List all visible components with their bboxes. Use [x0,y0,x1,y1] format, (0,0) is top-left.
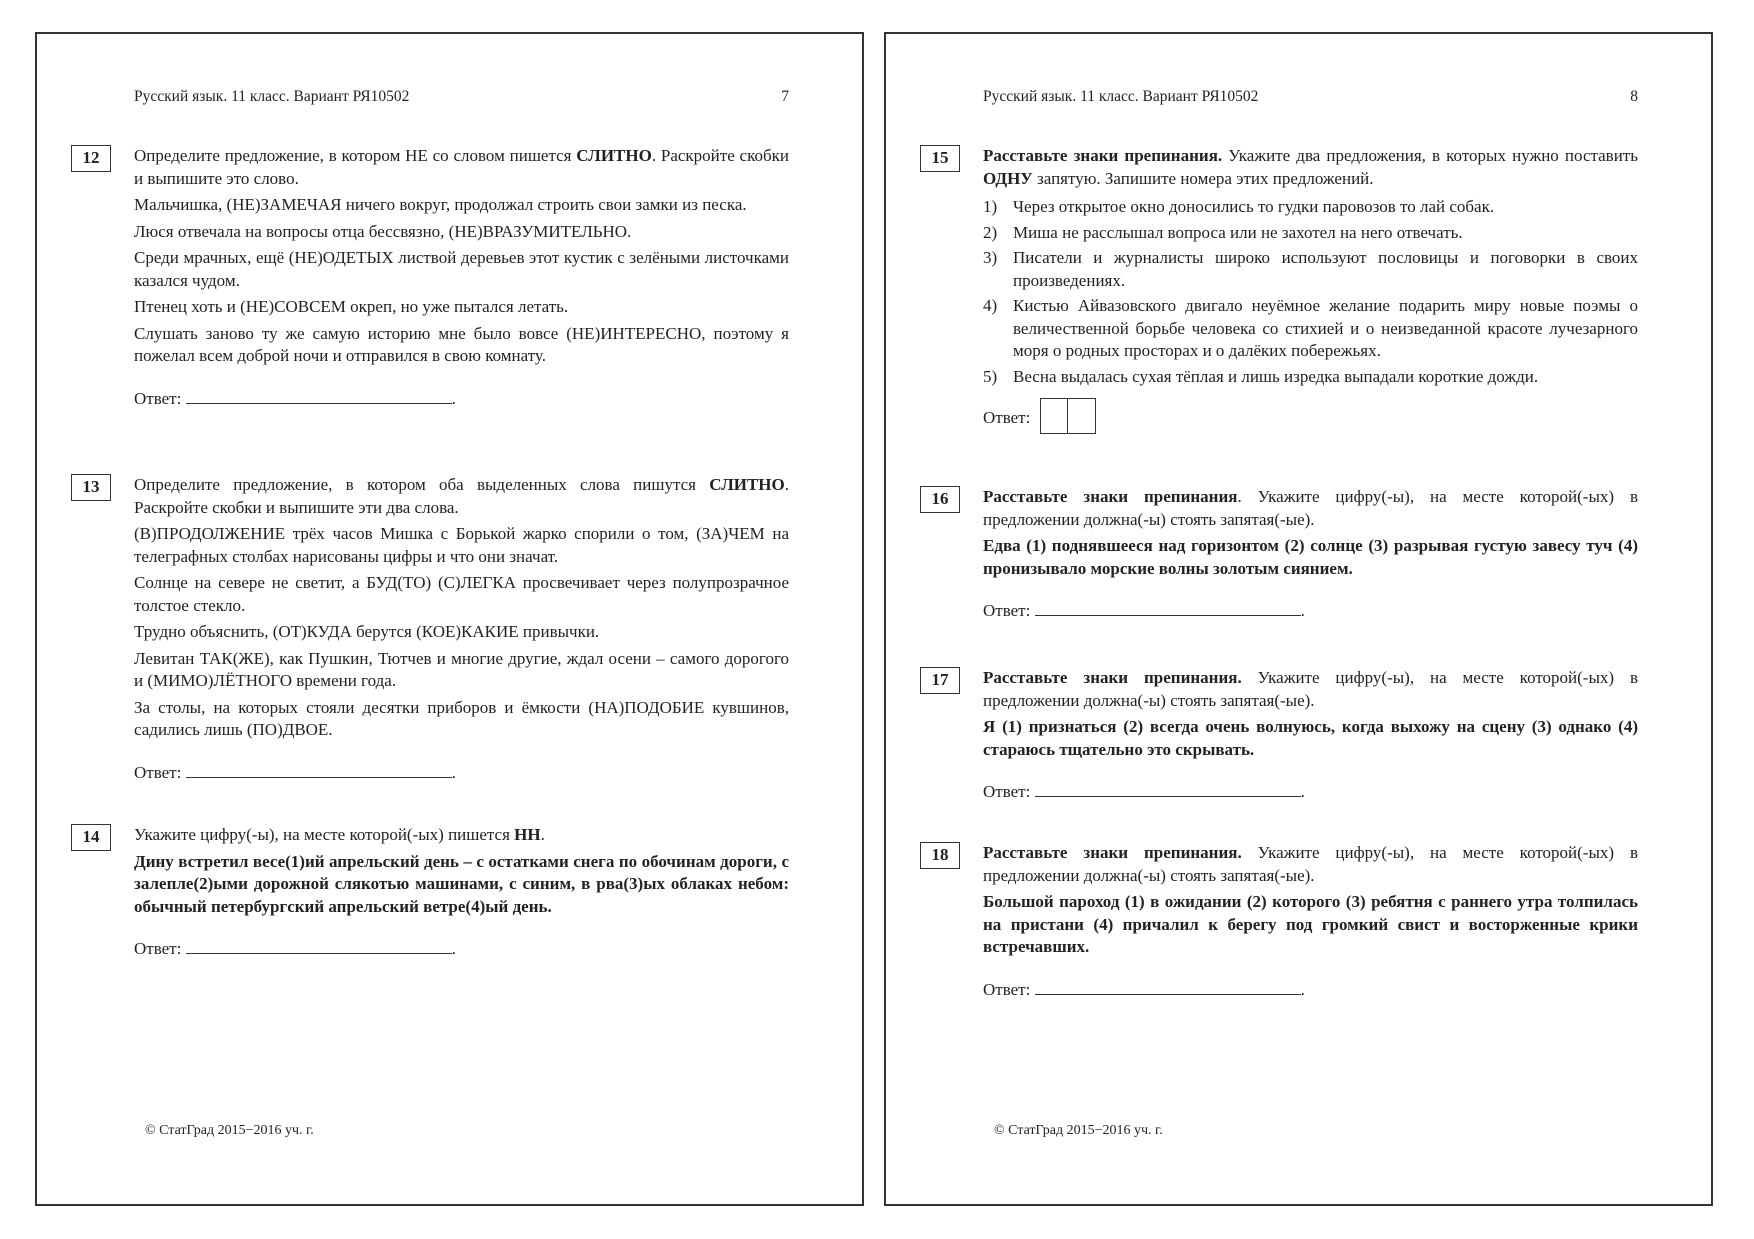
task-number: 17 [920,667,960,694]
answer-field[interactable]: Ответ: . [983,977,1638,1002]
task-text: Едва (1) поднявшееся над горизонтом (2) солнце (3) разрывая густую завесу туч (4) пронизывало морские волны золотым сиянием. [983,536,1638,578]
answer-line[interactable] [1035,977,1301,995]
sentence: (В)ПРОДОЛЖЕНИЕ трёх часов Мишка с Борькой жарко спорили о том, (ЗА)ЧЕМ на телеграфных столбах нарисованы цифры и что они значат. [134,524,789,566]
answer-field[interactable]: Ответ: . [983,598,1638,623]
page-number: 8 [1630,88,1638,105]
task-instruction: Укажите цифру(-ы), на месте которой(-ых) пишется НН. [134,825,545,844]
page-8 [884,32,1713,1206]
answer-field[interactable]: Ответ: . [134,386,789,411]
answer-label: Ответ: [983,601,1031,620]
answer-label: Ответ: [134,388,182,408]
answer-label: Ответ: [983,782,1031,801]
task-12 [82,145,790,410]
sentence: Мальчишка, (НЕ)ЗАМЕЧАЯ ничего вокруг, продолжал строить свои замки из песка. [134,195,747,214]
answer-label: Ответ: [983,979,1031,999]
page-footer: © СтатГрад 2015−2016 уч. г. [145,1123,314,1138]
sentence: Люся отвечала на вопросы отца бессвязно, (НЕ)ВРАЗУМИТЕЛЬНО. [134,221,632,241]
task-18 [931,842,1638,1001]
answer-box[interactable] [1040,398,1068,434]
answer-line[interactable] [186,936,452,954]
option-item: 1) Через открытое окно доносились то гудки паровозов то лай собак. [983,197,1495,216]
task-number: 15 [920,145,960,172]
task-number: 14 [71,824,111,851]
page-header [983,88,1638,106]
task-number: 16 [920,486,960,513]
sentence: Солнце на севере не светит, а БУД(ТО) (С)ЛЕГКА просвечивает через полупрозрачное толстое стекло. [134,573,789,615]
answer-field[interactable]: Ответ: . [134,760,789,785]
task-instruction: Расставьте знаки препинания. Укажите цифру(-ы), на месте которой(-ых) в предложении должна(-ы) стоять запятая(-ые). [983,668,1638,710]
sentence: Слушать заново ту же самую историю мне было вовсе (НЕ)ИНТЕРЕСНО, поэтому я пожелал всем доброй ночи и отправился в свою комнату. [134,323,789,365]
task-15 [931,145,1638,441]
option-item: 3) Писатели и журналисты широко используют пословицы и поговорки в своих произведениях. [983,248,1638,290]
task-text: Большой пароход (1) в ожидании (2) которого (3) ребятня с раннего утра толпилась на пристани (4) причалил к берегу под громкий свист и восторженные крики встречавших. [983,892,1638,956]
answer-boxes[interactable] [1040,398,1096,441]
options-list [983,196,1638,388]
task-instruction: Расставьте знаки препинания. Укажите цифру(-ы), на месте которой(-ых) в предложении должна(-ы) стоять запятая(-ые). [983,843,1638,885]
answer-label: Ответ: [983,408,1031,428]
sentence: Левитан ТАК(ЖЕ), как Пушкин, Тютчев и многие другие, ждал осени – самого дорогого и (МИМО)ЛЁТНОГО времени года. [134,648,789,690]
task-instruction: Расставьте знаки препинания. Укажите цифру(-ы), на месте которой(-ых) в предложении должна(-ы) стоять запятая(-ые). [983,487,1638,529]
sentence: Среди мрачных, ещё (НЕ)ОДЕТЫХ листвой деревьев этот кустик с зелёными листочками казался чудом. [134,248,789,290]
task-number: 13 [71,474,111,501]
header-subject: Русский язык. 11 класс. Вариант РЯ10502 [983,88,1259,105]
task-text: Дину встретил весе(1)ий апрельский день – с остатками снега по обочинам дороги, с залепле(2)ыми дорожной слякотью машинами, с синим, в рва(3)ых облаках небом: обычный петербургский апрельский ветре(4)ый день. [134,851,789,916]
task-text: Я (1) признаться (2) всегда очень волнуюсь, когда выхожу на сцену (3) однако (4) стараюсь тщательно это скрывать. [983,717,1638,759]
page-header [134,88,789,106]
answer-box[interactable] [1068,398,1096,434]
option-item: 4) Кистью Айвазовского двигало неуёмное желание подарить миру новые поэмы о величественной борьбе человека со стихией и о неизведанной красоте лучезарного моря о родных просторах и о далёких побережьях. [983,296,1638,360]
task-instruction: Расставьте знаки препинания. Укажите два предложения, в которых нужно поставить ОДНУ запятую. Запишите номера этих предложений. [983,146,1638,188]
option-item: 2) Миша не расслышал вопроса или не захотел на него отвечать. [983,222,1463,242]
answer-field[interactable] [983,398,1638,441]
task-14 [82,824,789,961]
sentence: За столы, на которых стояли десятки приборов и ёмкости (НА)ПОДОБИЕ кувшинов, садились лишь (ПО)ДВОЕ. [134,697,789,739]
page-footer: © СтатГрад 2015−2016 уч. г. [994,1123,1163,1138]
page-number: 7 [781,88,789,105]
option-item: 5) Весна выдалась сухая тёплая и лишь изредка выпадали короткие дожди. [983,366,1539,386]
sentence: Трудно объяснить, (ОТ)КУДА берутся (КОЕ)КАКИЕ привычки. [134,622,600,641]
answer-line[interactable] [186,760,452,778]
task-13 [82,474,789,784]
answer-line[interactable] [186,386,452,404]
task-number: 18 [920,842,960,869]
answer-label: Ответ: [134,762,182,782]
task-17 [931,667,1638,804]
task-instruction: Определите предложение, в котором оба выделенных слова пишутся СЛИТНО. Раскройте скобки и выпишите эти два слова. [134,475,789,517]
task-number: 12 [71,145,111,172]
answer-line[interactable] [1035,779,1301,797]
sentence: Птенец хоть и (НЕ)СОВСЕМ окреп, но уже пытался летать. [134,297,569,316]
answer-field[interactable]: Ответ: . [134,936,789,961]
answer-field[interactable]: Ответ: . [983,779,1638,804]
answer-line[interactable] [1035,598,1301,616]
page-7 [35,32,864,1206]
answer-label: Ответ: [134,939,182,958]
task-instruction: Определите предложение, в котором НЕ со словом пишется СЛИТНО. Раскройте скобки и выпишите это слово. [134,146,790,188]
header-subject: Русский язык. 11 класс. Вариант РЯ10502 [134,88,410,105]
task-16 [931,486,1638,623]
